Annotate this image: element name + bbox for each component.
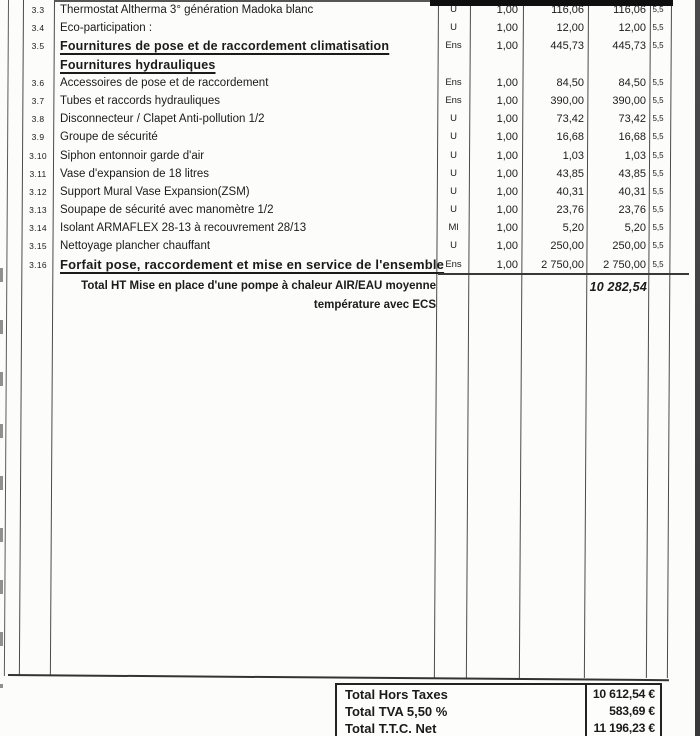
item-line-total: 43,85: [618, 167, 646, 180]
item-number: 3.8: [31, 114, 45, 125]
item-quantity: 1,00: [496, 22, 518, 35]
item-quantity: 1,00: [496, 222, 518, 235]
items-bottom-rule: [438, 273, 689, 275]
table-row: [0, 56, 700, 74]
item-description: Eco-participation :: [60, 22, 153, 35]
item-quantity: 1,00: [496, 185, 518, 198]
item-unit: Ens: [445, 94, 462, 106]
item-description: Fournitures hydrauliques: [60, 57, 216, 72]
table-row: [0, 74, 700, 92]
item-description: Disconnecteur / Clapet Anti-pollution 1/2: [60, 113, 265, 126]
item-vat-rate: 5,5: [652, 186, 664, 196]
item-unit: U: [450, 149, 457, 161]
item-unit: Ens: [445, 258, 462, 270]
item-unit-price: 116,06: [551, 4, 584, 16]
item-unit-price: 2 750,00: [541, 258, 584, 271]
totals-row-label: Total TVA 5,50 %: [345, 703, 448, 719]
item-number: 3.5: [31, 41, 45, 52]
item-line-total: 390,00: [612, 94, 646, 107]
item-description: Groupe de sécurité: [60, 131, 158, 144]
item-description: Soupape de sécurité avec manomètre 1/2: [60, 204, 274, 217]
item-quantity: 1,00: [496, 149, 518, 162]
item-description: Isolant ARMAFLEX 28-13 à recouvrement 28/13: [60, 222, 307, 235]
item-number: 3.15: [29, 241, 47, 252]
item-vat-rate: 5,5: [652, 95, 664, 105]
item-quantity: 1,00: [496, 76, 518, 89]
table-row: [0, 165, 700, 183]
item-quantity: 1,00: [496, 113, 518, 126]
table-row: [0, 19, 700, 37]
item-vat-rate: 5,5: [652, 77, 664, 87]
item-description: Accessoires de pose et de raccordement: [60, 76, 269, 89]
item-unit-price: 23,76: [556, 204, 584, 217]
item-quantity: 1,00: [496, 94, 518, 107]
table-row: [0, 1, 700, 19]
table-row: [0, 147, 700, 165]
table-row: [0, 128, 700, 146]
item-line-total: 73,42: [618, 113, 646, 126]
item-unit: U: [450, 113, 457, 125]
item-unit-price: 445,73: [550, 40, 584, 53]
item-description: Tubes et raccords hydrauliques: [60, 94, 221, 107]
item-vat-rate: 5,5: [652, 223, 664, 233]
item-vat-rate: 5,5: [652, 259, 664, 269]
totals-row-value: 10 612,54 €: [592, 687, 655, 701]
item-line-total: 116,06: [613, 4, 646, 16]
item-unit-price: 1,03: [562, 149, 584, 162]
item-number: 3.11: [29, 168, 47, 179]
item-number: 3.10: [29, 150, 47, 161]
item-line-total: 23,76: [618, 204, 646, 217]
item-vat-rate: 5,5: [652, 41, 664, 51]
item-line-total: 1,03: [624, 149, 646, 162]
totals-row-value: 583,69 €: [609, 703, 655, 718]
table-row: [0, 237, 700, 255]
table-row: [0, 201, 700, 219]
item-number: 3.13: [29, 205, 47, 216]
item-line-total: 2 750,00: [603, 258, 646, 271]
item-quantity: 1,00: [496, 131, 518, 144]
item-unit: U: [450, 22, 457, 34]
table-row: [0, 37, 700, 55]
item-quantity: 1,00: [496, 240, 518, 253]
item-unit: U: [450, 4, 457, 15]
item-unit: Ens: [445, 40, 462, 52]
line-items: [0, 1, 700, 274]
item-unit: Ens: [445, 76, 462, 88]
item-description: Vase d'expansion de 18 litres: [60, 167, 210, 180]
totals-rows: [337, 686, 660, 736]
item-line-total: 12,00: [618, 22, 646, 35]
item-number: 3.6: [31, 77, 45, 88]
totals-box: [335, 683, 662, 736]
section-total-amount: 10 282,54: [589, 280, 647, 294]
item-number: 3.14: [29, 223, 47, 234]
table-row: [0, 256, 700, 274]
item-line-total: 84,50: [618, 76, 646, 89]
item-vat-rate: 5,5: [652, 150, 664, 160]
item-number: 3.4: [31, 23, 45, 34]
item-line-total: 16,68: [618, 131, 646, 144]
item-quantity: 1,00: [496, 4, 518, 16]
item-number: 3.16: [29, 259, 47, 270]
left-edge-artifacts: [0, 268, 3, 688]
item-description: Fournitures de pose et de raccordement climatisation: [60, 39, 390, 54]
item-unit: U: [450, 240, 457, 252]
item-unit-price: 250,00: [550, 240, 584, 253]
item-unit: U: [450, 204, 457, 216]
totals-row-label: Total T.T.C. Net: [345, 720, 437, 736]
item-unit: U: [450, 167, 457, 179]
item-line-total: 40,31: [618, 185, 646, 198]
item-quantity: 1,00: [496, 258, 518, 271]
item-vat-rate: 5,5: [652, 23, 664, 33]
item-unit-price: 84,50: [556, 76, 584, 89]
table-row: [0, 219, 700, 237]
item-description: Nettoyage plancher chauffant: [60, 240, 211, 253]
item-unit: U: [450, 185, 457, 197]
item-description: Thermostat Altherma 3° génération Madoka blanc: [60, 4, 314, 16]
item-quantity: 1,00: [496, 167, 518, 180]
item-unit: Ml: [448, 222, 459, 234]
item-line-total: 250,00: [612, 240, 646, 253]
item-unit-price: 16,68: [556, 131, 584, 144]
item-number: 3.3: [31, 5, 45, 15]
totals-row-label: Total Hors Taxes: [345, 687, 448, 702]
item-vat-rate: 5,5: [652, 132, 664, 142]
item-vat-rate: 5,5: [652, 241, 664, 251]
page-edge-shadow: [695, 0, 700, 736]
item-vat-rate: 5,5: [652, 114, 664, 124]
item-description: Forfait pose, raccordement et mise en service de l'ensemble: [60, 256, 445, 272]
table-row: [0, 183, 700, 201]
item-unit-price: 5,20: [562, 222, 584, 235]
item-vat-rate: 5,5: [652, 168, 664, 178]
item-quantity: 1,00: [496, 204, 518, 217]
item-description: Siphon entonnoir garde d'air: [60, 149, 205, 162]
totals-box-divider: [585, 685, 587, 736]
section-total-label: [16, 277, 436, 314]
item-number: 3.9: [31, 132, 45, 143]
item-line-total: 5,20: [624, 222, 646, 235]
item-vat-rate: 5,5: [652, 205, 664, 215]
table-row: [0, 92, 700, 110]
item-quantity: 1,00: [496, 40, 518, 53]
item-unit-price: 73,42: [556, 113, 584, 126]
item-unit-price: 390,00: [550, 94, 584, 107]
item-number: 3.12: [29, 186, 47, 197]
table-row: [0, 110, 700, 128]
item-description: Support Mural Vase Expansion(ZSM): [60, 185, 250, 198]
item-line-total: 445,73: [612, 40, 646, 53]
totals-row: [337, 686, 660, 703]
section-total-label-line1: Total HT Mise en place d'une pompe à chaleur AIR/EAU moyenne: [81, 280, 436, 292]
item-number: 3.7: [31, 95, 45, 106]
section-total-label-line2: température avec ECS: [313, 298, 436, 311]
totals-row: [337, 720, 660, 736]
totals-row: [337, 703, 660, 720]
item-vat-rate: 5,5: [652, 5, 664, 14]
item-unit-price: 12,00: [556, 22, 584, 35]
totals-row-value: 11 196,23 €: [593, 720, 655, 735]
item-unit-price: 43,85: [556, 167, 584, 180]
item-unit: U: [450, 131, 457, 143]
item-unit-price: 40,31: [556, 185, 584, 198]
